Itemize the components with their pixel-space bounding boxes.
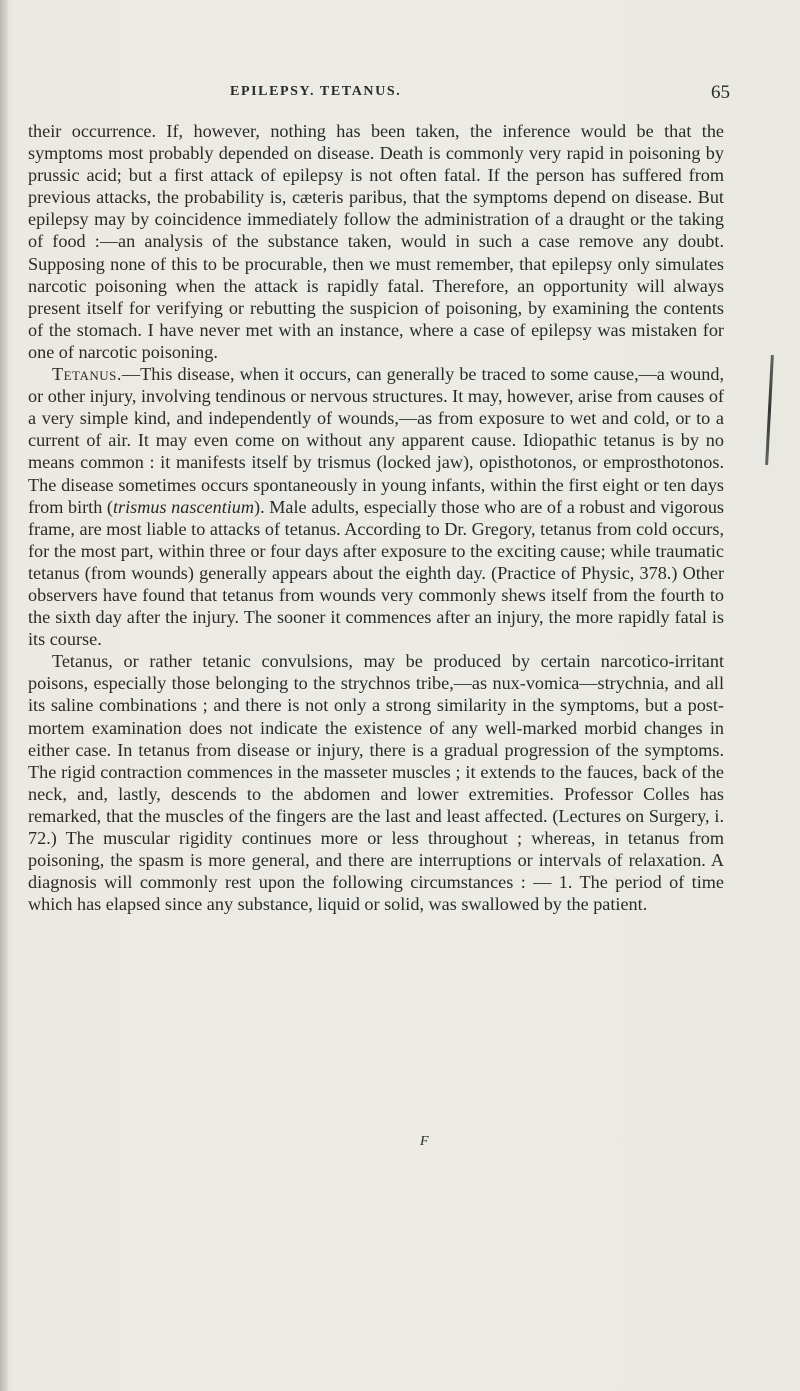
section-heading-tetanus: Tetanus. <box>52 364 122 385</box>
body-text <box>28 120 724 915</box>
paragraph-tetanus-part-a: —This disease, when it occurs, can generally be traced to some cause,—a wound, or other injury, involving tendinous or nervous structures. It may, however, arise from causes of a very simple kind, and independently of wounds,—as from exposure to wet and cold, or to a current of air. It may even come on without any apparent cause. Idiopathic tetanus is by no means common : it manifests itself by trismus (locked jaw), opisthotonos, or emprosthotonos. The disease sometimes occurs spontaneously in young infants, within the first eight or ten days from birth ( <box>28 364 724 517</box>
margin-pencil-mark <box>765 355 774 465</box>
paragraph-tetanic-convulsions: Tetanus, or rather tetanic convulsions, may be produced by certain narcotico-irritant poisons, especially those belonging to the strychnos tribe,—as nux-vomica—strychnia, and all its saline combinations ; and there is not only a strong similarity in the symptoms, but a post-mortem examination does not indicate the existence of any well-marked morbid changes in either case. In tetanus from disease or injury, there is a gradual progression of the symptoms. The rigid contraction commences in the masseter muscles ; it extends to the fauces, back of the neck, and, lastly, descends to the abdomen and lower extremities. Professor Colles has remarked, that the muscles of the fingers are the last and least affected. (Lectures on Surgery, i. 72.) The muscular rigidity continues more or less throughout ; whereas, in tetanus from poisoning, the spasm is more general, and there are interruptions or intervals of relaxation. A diagnosis will commonly rest upon the following circumstances : — 1. The period of time which has elapsed since any substance, liquid or solid, was swallowed by the patient. <box>28 651 724 915</box>
running-head: EPILEPSY. TETANUS. <box>230 84 402 99</box>
page-spine-shadow <box>0 0 8 1391</box>
paragraph-tetanus-part-b: ). Male adults, especially those who are of a robust and vigorous frame, are most liable to attacks of tetanus. According to Dr. Gregory, tetanus from cold occurs, for the most part, within three or four days after exposure to the exciting cause; while traumatic tetanus (from wounds) generally appears about the eighth day. (Practice of Physic, 378.) Other observers have found that tetanus from wounds very commonly shews itself from the fourth to the sixth day after the injury. The sooner it commences after an injury, the more rapidly fatal is its course. <box>28 496 725 650</box>
signature-mark: F <box>420 1134 429 1149</box>
paragraph-tetanus <box>28 363 724 650</box>
latin-term: trismus nascentium <box>113 496 255 517</box>
page-number: 65 <box>711 82 730 103</box>
page-header <box>230 84 730 106</box>
paragraph-epilepsy-continued: their occurrence. If, however, nothing has been taken, the inference would be that the symptoms most probably depended on disease. Death is commonly very rapid in poisoning by prussic acid; but a first attack of epilepsy is not often fatal. If the person has suffered from previous attacks, the probability is, cæteris paribus, that the symptoms depend on disease. But epilepsy may by coincidence immediately follow the administration of a draught or the taking of food :—an analysis of the substance taken, would in such a case remove any doubt. Supposing none of this to be procurable, then we must remember, that epilepsy only simulates narcotic poisoning when the attack is rapidly fatal. Therefore, an opportunity will always present itself for verifying or rebutting the suspicion of poisoning, by examining the contents of the stomach. I have never met with an instance, where a case of epilepsy was mistaken for one of narcotic poisoning. <box>28 121 724 362</box>
